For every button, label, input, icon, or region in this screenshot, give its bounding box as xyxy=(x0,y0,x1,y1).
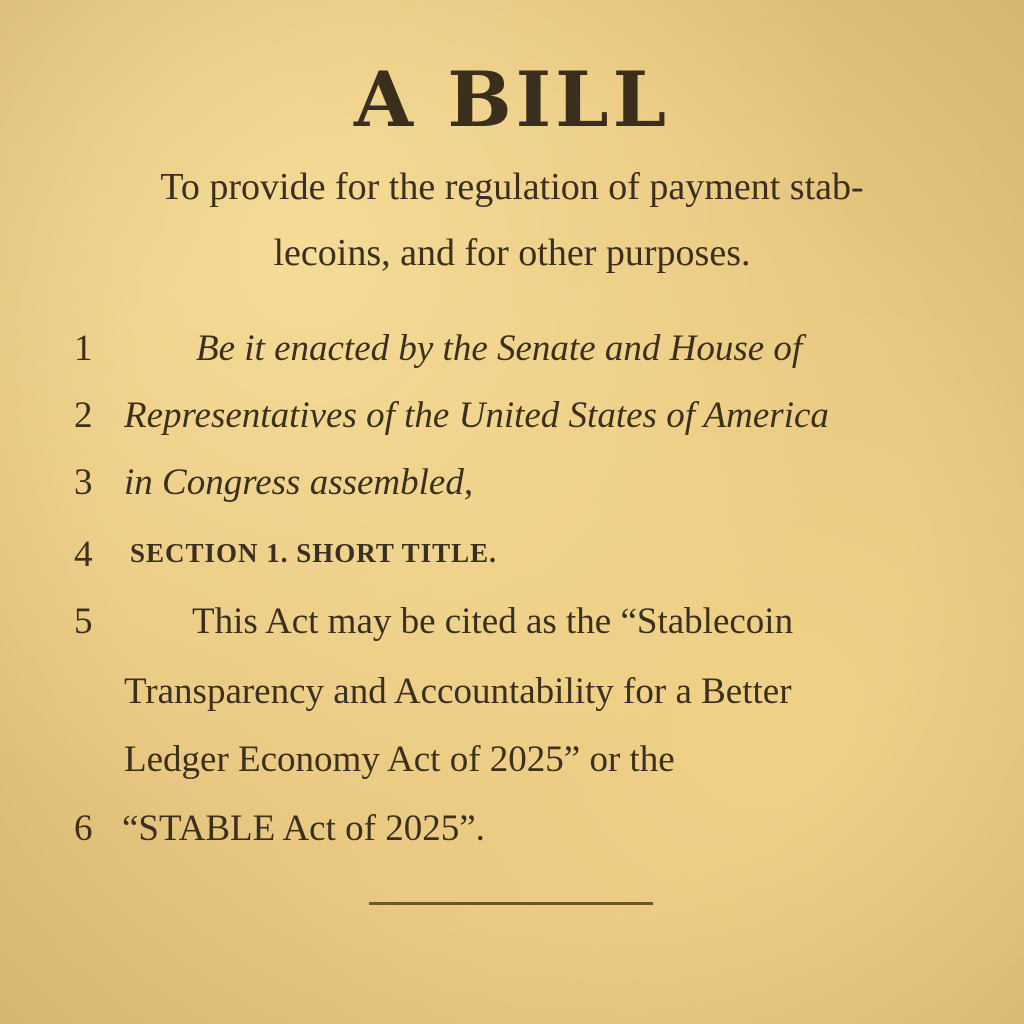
line-number-1: 1 xyxy=(74,328,93,369)
short-title-line-4: “STABLE Act of 2025”. xyxy=(122,808,485,849)
bill-subtitle-line-1: To provide for the regulation of payment stab- xyxy=(160,166,864,208)
line-number-3: 3 xyxy=(74,462,93,503)
enacting-clause-line-3: in Congress assembled, xyxy=(124,462,474,503)
enacting-clause-line-1: Be it enacted by the Senate and House of xyxy=(196,328,803,369)
line-number-2: 2 xyxy=(74,395,93,436)
bill-title: A BILL xyxy=(353,55,671,144)
bill-subtitle-line-2: lecoins, and for other purposes. xyxy=(273,232,751,274)
short-title-line-1: This Act may be cited as the “Stablecoin xyxy=(192,601,794,642)
short-title-line-2: Transparency and Accountability for a Better xyxy=(124,671,792,712)
line-number-5: 5 xyxy=(74,601,93,642)
section-heading: SECTION 1. SHORT TITLE. xyxy=(130,538,497,568)
short-title-line-3: Ledger Economy Act of 2025” or the xyxy=(124,739,675,780)
closing-rule xyxy=(369,902,653,905)
line-number-6: 6 xyxy=(74,808,93,849)
enacting-clause-line-2: Representatives of the United States of America xyxy=(124,395,829,436)
line-number-4: 4 xyxy=(74,534,93,575)
